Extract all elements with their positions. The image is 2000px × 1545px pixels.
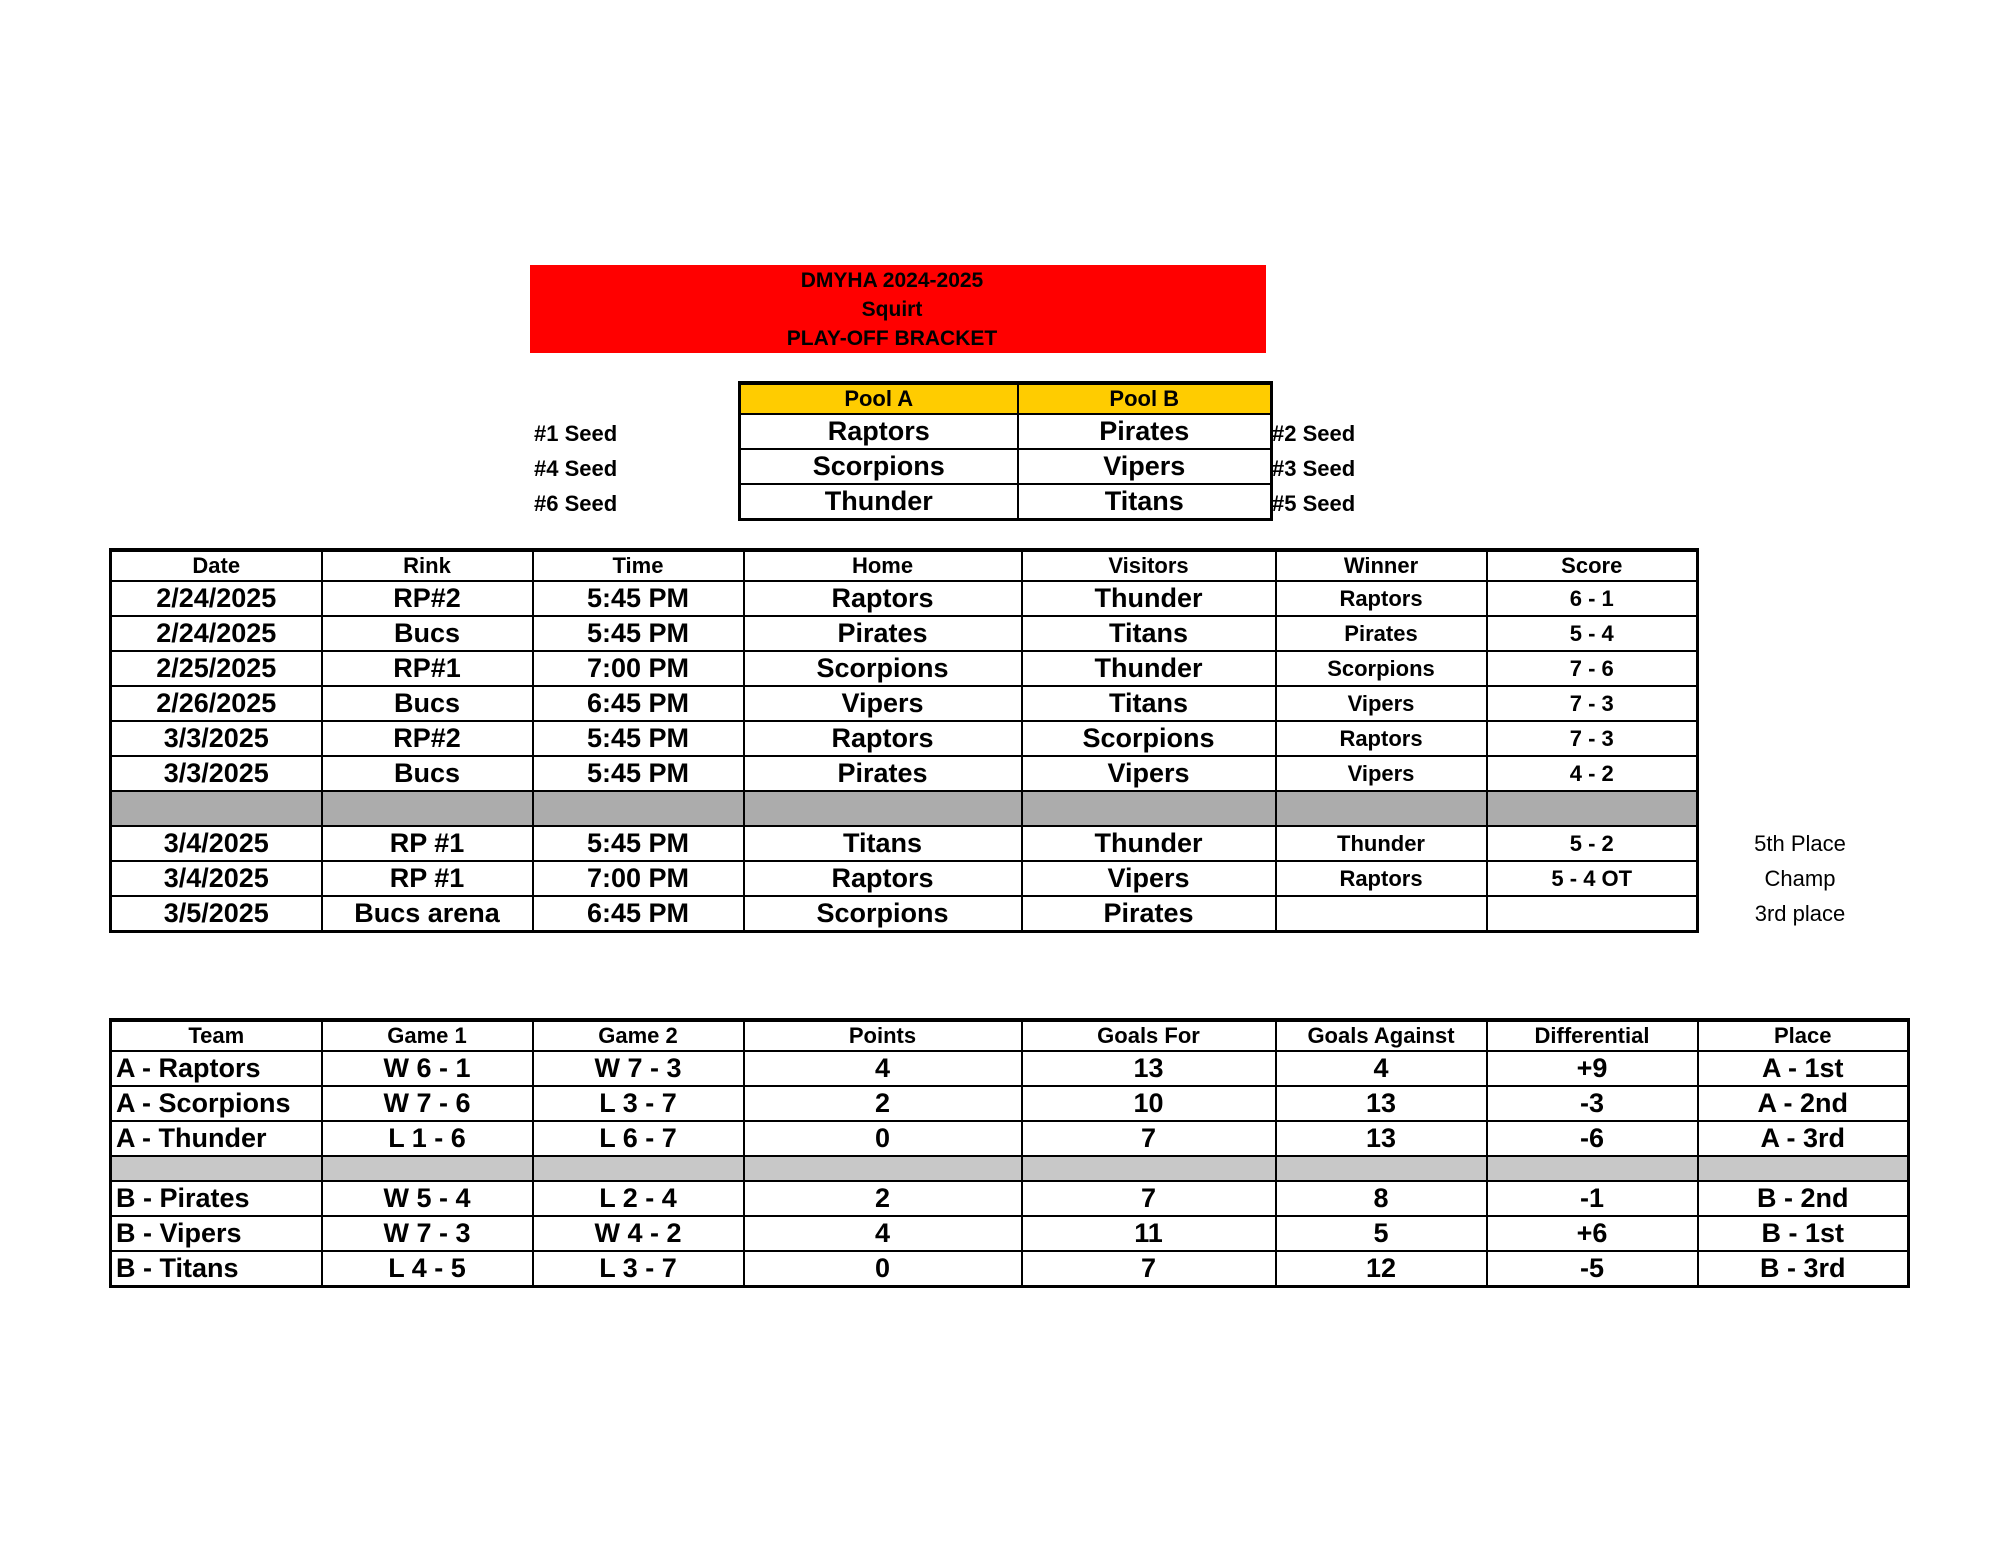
separator-cell bbox=[322, 1156, 533, 1181]
pool-row bbox=[740, 414, 1272, 449]
col-header-rink: Rink bbox=[322, 550, 533, 581]
pool-b-header: Pool B bbox=[1018, 383, 1272, 414]
game-row bbox=[111, 686, 1698, 721]
game2-result: L 3 - 7 bbox=[533, 1086, 744, 1121]
pool-table bbox=[738, 381, 1273, 521]
game-time: 5:45 PM bbox=[533, 826, 744, 861]
game-date: 2/26/2025 bbox=[111, 686, 322, 721]
team-name: B - Pirates bbox=[111, 1181, 322, 1216]
game-rink: Bucs bbox=[322, 756, 533, 791]
col-header-team: Team bbox=[111, 1020, 322, 1051]
game-score: 4 - 2 bbox=[1487, 756, 1698, 791]
team-points: 2 bbox=[744, 1086, 1022, 1121]
col-header-date: Date bbox=[111, 550, 322, 581]
game-time: 7:00 PM bbox=[533, 861, 744, 896]
game-date: 2/24/2025 bbox=[111, 616, 322, 651]
team-place: B - 3rd bbox=[1698, 1251, 1909, 1287]
separator-cell bbox=[1698, 1156, 1909, 1181]
game-winner: Thunder bbox=[1276, 826, 1487, 861]
game-time: 5:45 PM bbox=[533, 756, 744, 791]
game-winner bbox=[1276, 896, 1487, 932]
team-name: A - Scorpions bbox=[111, 1086, 322, 1121]
game-rink: RP#1 bbox=[322, 651, 533, 686]
game-time: 5:45 PM bbox=[533, 721, 744, 756]
game-time: 6:45 PM bbox=[533, 896, 744, 932]
title-banner bbox=[530, 265, 1266, 353]
team-place: A - 1st bbox=[1698, 1051, 1909, 1086]
game-time: 5:45 PM bbox=[533, 616, 744, 651]
game-rink: Bucs bbox=[322, 616, 533, 651]
game-score: 7 - 6 bbox=[1487, 651, 1698, 686]
game-rink: RP#2 bbox=[322, 721, 533, 756]
standings-row bbox=[111, 1086, 1909, 1121]
seed-label: #2 Seed bbox=[1272, 421, 1356, 446]
game-date: 2/25/2025 bbox=[111, 651, 322, 686]
team-place: B - 1st bbox=[1698, 1216, 1909, 1251]
game-time: 7:00 PM bbox=[533, 651, 744, 686]
playoff-game-row bbox=[111, 861, 1698, 896]
team-place: A - 3rd bbox=[1698, 1121, 1909, 1156]
game-row bbox=[111, 616, 1698, 651]
team-points: 0 bbox=[744, 1121, 1022, 1156]
seed-label: #3 Seed bbox=[1272, 456, 1356, 481]
goals-against: 8 bbox=[1276, 1181, 1487, 1216]
game-score bbox=[1487, 896, 1698, 932]
game-rink: RP#2 bbox=[322, 581, 533, 616]
playoff-note-3rd-place: 3rd place bbox=[1754, 901, 1846, 926]
goals-for: 7 bbox=[1022, 1121, 1276, 1156]
seed-label: #6 Seed bbox=[534, 491, 618, 516]
game-home: Scorpions bbox=[744, 651, 1022, 686]
team-name: B - Vipers bbox=[111, 1216, 322, 1251]
game-rink: Bucs bbox=[322, 686, 533, 721]
game-visitors: Thunder bbox=[1022, 826, 1276, 861]
playoff-note-5th-place: 5th Place bbox=[1754, 831, 1846, 856]
goals-for: 7 bbox=[1022, 1181, 1276, 1216]
standings-header-row bbox=[111, 1020, 1909, 1051]
game-home: Raptors bbox=[744, 721, 1022, 756]
separator-cell bbox=[1487, 791, 1698, 826]
pool-a-team: Thunder bbox=[740, 484, 1018, 520]
goals-against: 5 bbox=[1276, 1216, 1487, 1251]
separator-cell bbox=[1276, 791, 1487, 826]
goals-against: 13 bbox=[1276, 1086, 1487, 1121]
game-visitors: Vipers bbox=[1022, 861, 1276, 896]
game-home: Pirates bbox=[744, 616, 1022, 651]
seed-label: #1 Seed bbox=[534, 421, 618, 446]
game-visitors: Thunder bbox=[1022, 651, 1276, 686]
goals-for: 10 bbox=[1022, 1086, 1276, 1121]
game-winner: Vipers bbox=[1276, 756, 1487, 791]
col-header-goals-against: Goals Against bbox=[1276, 1020, 1487, 1051]
standings-row bbox=[111, 1181, 1909, 1216]
game-home: Pirates bbox=[744, 756, 1022, 791]
game1-result: L 1 - 6 bbox=[322, 1121, 533, 1156]
goals-for: 11 bbox=[1022, 1216, 1276, 1251]
game-row bbox=[111, 651, 1698, 686]
game-winner: Pirates bbox=[1276, 616, 1487, 651]
team-name: A - Raptors bbox=[111, 1051, 322, 1086]
game-time: 5:45 PM bbox=[533, 581, 744, 616]
schedule-header-row bbox=[111, 550, 1698, 581]
pool-row bbox=[740, 449, 1272, 484]
pool-a-team: Raptors bbox=[740, 414, 1018, 449]
col-header-score: Score bbox=[1487, 550, 1698, 581]
goal-differential: +9 bbox=[1487, 1051, 1698, 1086]
pool-header-row bbox=[740, 383, 1272, 414]
goals-for: 7 bbox=[1022, 1251, 1276, 1287]
team-name: A - Thunder bbox=[111, 1121, 322, 1156]
game-home: Titans bbox=[744, 826, 1022, 861]
separator-cell bbox=[533, 791, 744, 826]
col-header-home: Home bbox=[744, 550, 1022, 581]
game-visitors: Pirates bbox=[1022, 896, 1276, 932]
banner-season: DMYHA 2024-2025 bbox=[800, 269, 984, 292]
game-score: 7 - 3 bbox=[1487, 686, 1698, 721]
col-header-time: Time bbox=[533, 550, 744, 581]
game-row bbox=[111, 581, 1698, 616]
game-visitors: Titans bbox=[1022, 686, 1276, 721]
goal-differential: -1 bbox=[1487, 1181, 1698, 1216]
playoff-note-champ: Champ bbox=[1764, 866, 1836, 891]
schedule-table bbox=[109, 548, 1699, 933]
pool-a-header: Pool A bbox=[740, 383, 1018, 414]
playoff-game-row bbox=[111, 826, 1698, 861]
game-score: 5 - 2 bbox=[1487, 826, 1698, 861]
banner-division: Squirt bbox=[861, 298, 923, 321]
separator-row bbox=[111, 791, 1698, 826]
game1-result: W 6 - 1 bbox=[322, 1051, 533, 1086]
game-home: Raptors bbox=[744, 581, 1022, 616]
goals-against: 4 bbox=[1276, 1051, 1487, 1086]
game-score: 7 - 3 bbox=[1487, 721, 1698, 756]
game-score: 6 - 1 bbox=[1487, 581, 1698, 616]
goal-differential: -6 bbox=[1487, 1121, 1698, 1156]
game2-result: W 7 - 3 bbox=[533, 1051, 744, 1086]
separator-cell bbox=[1022, 791, 1276, 826]
col-header-winner: Winner bbox=[1276, 550, 1487, 581]
game-date: 2/24/2025 bbox=[111, 581, 322, 616]
game-time: 6:45 PM bbox=[533, 686, 744, 721]
game-visitors: Scorpions bbox=[1022, 721, 1276, 756]
team-place: B - 2nd bbox=[1698, 1181, 1909, 1216]
game-date: 3/4/2025 bbox=[111, 826, 322, 861]
game-home: Scorpions bbox=[744, 896, 1022, 932]
game1-result: L 4 - 5 bbox=[322, 1251, 533, 1287]
game1-result: W 7 - 3 bbox=[322, 1216, 533, 1251]
game-home: Raptors bbox=[744, 861, 1022, 896]
game-score: 5 - 4 OT bbox=[1487, 861, 1698, 896]
pool-b-team: Vipers bbox=[1018, 449, 1272, 484]
game1-result: W 7 - 6 bbox=[322, 1086, 533, 1121]
col-header-differential: Differential bbox=[1487, 1020, 1698, 1051]
game-winner: Vipers bbox=[1276, 686, 1487, 721]
goal-differential: -3 bbox=[1487, 1086, 1698, 1121]
standings-table bbox=[109, 1018, 1910, 1288]
separator-cell bbox=[1022, 1156, 1276, 1181]
separator-cell bbox=[744, 1156, 1022, 1181]
col-header-game2: Game 2 bbox=[533, 1020, 744, 1051]
playoff-game-row bbox=[111, 896, 1698, 932]
game-rink: Bucs arena bbox=[322, 896, 533, 932]
standings-row bbox=[111, 1251, 1909, 1287]
game-winner: Raptors bbox=[1276, 861, 1487, 896]
game1-result: W 5 - 4 bbox=[322, 1181, 533, 1216]
game2-result: L 6 - 7 bbox=[533, 1121, 744, 1156]
separator-cell bbox=[1487, 1156, 1698, 1181]
goal-differential: -5 bbox=[1487, 1251, 1698, 1287]
game-winner: Raptors bbox=[1276, 721, 1487, 756]
col-header-place: Place bbox=[1698, 1020, 1909, 1051]
col-header-visitors: Visitors bbox=[1022, 550, 1276, 581]
separator-cell bbox=[533, 1156, 744, 1181]
team-points: 4 bbox=[744, 1216, 1022, 1251]
game-row bbox=[111, 756, 1698, 791]
separator-cell bbox=[111, 1156, 322, 1181]
col-header-points: Points bbox=[744, 1020, 1022, 1051]
game-date: 3/3/2025 bbox=[111, 756, 322, 791]
standings-row bbox=[111, 1051, 1909, 1086]
separator-cell bbox=[1276, 1156, 1487, 1181]
seed-label: #5 Seed bbox=[1272, 491, 1356, 516]
standings-row bbox=[111, 1216, 1909, 1251]
game-rink: RP #1 bbox=[322, 826, 533, 861]
separator-cell bbox=[322, 791, 533, 826]
game-visitors: Titans bbox=[1022, 616, 1276, 651]
pool-b-team: Pirates bbox=[1018, 414, 1272, 449]
pool-a-team: Scorpions bbox=[740, 449, 1018, 484]
pool-row bbox=[740, 484, 1272, 520]
standings-row bbox=[111, 1121, 1909, 1156]
separator-row bbox=[111, 1156, 1909, 1181]
game2-result: W 4 - 2 bbox=[533, 1216, 744, 1251]
goals-against: 12 bbox=[1276, 1251, 1487, 1287]
game2-result: L 3 - 7 bbox=[533, 1251, 744, 1287]
separator-cell bbox=[111, 791, 322, 826]
team-points: 4 bbox=[744, 1051, 1022, 1086]
goal-differential: +6 bbox=[1487, 1216, 1698, 1251]
game-date: 3/4/2025 bbox=[111, 861, 322, 896]
pool-b-team: Titans bbox=[1018, 484, 1272, 520]
game-home: Vipers bbox=[744, 686, 1022, 721]
game-date: 3/3/2025 bbox=[111, 721, 322, 756]
goals-against: 13 bbox=[1276, 1121, 1487, 1156]
game-row bbox=[111, 721, 1698, 756]
game-visitors: Vipers bbox=[1022, 756, 1276, 791]
game-visitors: Thunder bbox=[1022, 581, 1276, 616]
game-rink: RP #1 bbox=[322, 861, 533, 896]
seed-label: #4 Seed bbox=[534, 456, 618, 481]
team-points: 0 bbox=[744, 1251, 1022, 1287]
game2-result: L 2 - 4 bbox=[533, 1181, 744, 1216]
team-name: B - Titans bbox=[111, 1251, 322, 1287]
team-points: 2 bbox=[744, 1181, 1022, 1216]
game-date: 3/5/2025 bbox=[111, 896, 322, 932]
game-score: 5 - 4 bbox=[1487, 616, 1698, 651]
game-winner: Raptors bbox=[1276, 581, 1487, 616]
col-header-goals-for: Goals For bbox=[1022, 1020, 1276, 1051]
col-header-game1: Game 1 bbox=[322, 1020, 533, 1051]
separator-cell bbox=[744, 791, 1022, 826]
goals-for: 13 bbox=[1022, 1051, 1276, 1086]
team-place: A - 2nd bbox=[1698, 1086, 1909, 1121]
banner-bracket-title: PLAY-OFF BRACKET bbox=[786, 327, 998, 350]
game-winner: Scorpions bbox=[1276, 651, 1487, 686]
